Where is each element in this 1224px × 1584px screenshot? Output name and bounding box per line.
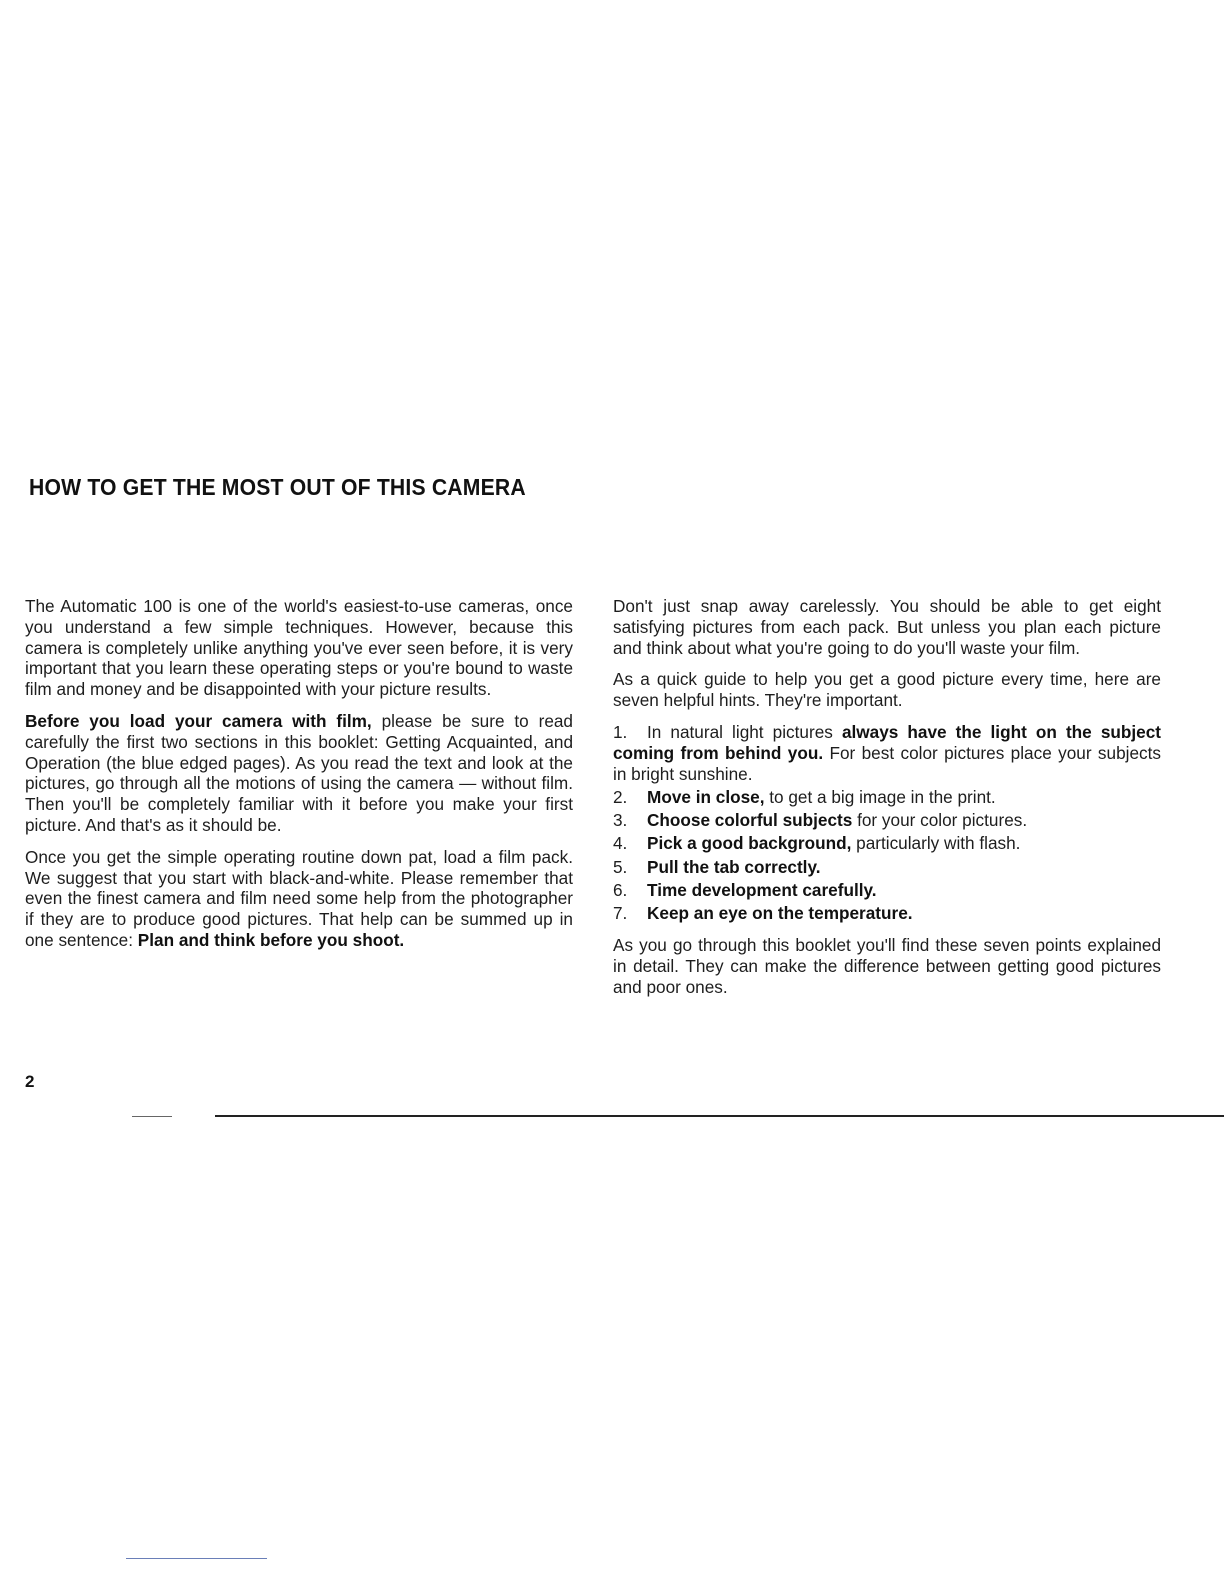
hint-bold: Pull the tab correctly. bbox=[647, 856, 821, 877]
hint-text: particularly with flash. bbox=[851, 833, 1021, 854]
page-number: 2 bbox=[25, 1072, 35, 1091]
hint-bold: Keep an eye on the temperature. bbox=[647, 903, 913, 924]
page-title: HOW TO GET THE MOST OUT OF THIS CAMERA bbox=[29, 474, 526, 500]
plan-and-think-sentence: Plan and think before you shoot. bbox=[137, 929, 405, 950]
conclusion-paragraph: As you go through this booklet you'll find these seven points explained in detail. They can make the difference between getting good pictures and poor ones. bbox=[613, 935, 1161, 997]
hint-number: 2. bbox=[613, 786, 628, 807]
hint-number: 6. bbox=[613, 880, 628, 901]
hint-number: 4. bbox=[613, 833, 628, 854]
before-loading-text: please be sure to read carefully the first two sections in this booklet: Getting Acquainted, and Operation (the blue edged pages). As you read the text and look at the pictures, go through all the motions of using the camera — without film. Then you'll be completely familiar with it before you make your first picture. And that's as it should be. bbox=[25, 710, 573, 835]
hint-item bbox=[613, 833, 1161, 854]
hint-number: 5. bbox=[613, 856, 628, 877]
hint-item bbox=[613, 722, 1161, 784]
hint-bold: Pick a good background, bbox=[647, 833, 852, 854]
left-column bbox=[25, 596, 573, 962]
hint-text: to get a big image in the print. bbox=[764, 786, 996, 807]
hint-bold: always have the light on the subject coming from behind you. bbox=[613, 721, 1161, 763]
footer-rule-short bbox=[132, 1116, 172, 1117]
hint-number: 3. bbox=[613, 810, 628, 831]
snap-paragraph: Don't just snap away carelessly. You should be able to get eight satisfying pictures from each pack. But unless you plan each picture and think about what you're going to do you'll waste your film. bbox=[613, 596, 1161, 658]
hint-number: 1. bbox=[613, 721, 628, 742]
hints-list bbox=[613, 722, 1161, 924]
hint-item bbox=[613, 857, 1161, 878]
right-column bbox=[613, 596, 1161, 1009]
hint-text: In natural light pictures bbox=[647, 721, 842, 742]
film-pack-text: Once you get the simple operating routine down pat, load a film pack. We suggest that you start with black-and-white. Please remember that even the finest camera and film need some help from the photographer if they are to produce good pictures. That help can be summed up in one sentence: bbox=[25, 846, 573, 950]
footer-rule bbox=[215, 1115, 1224, 1117]
hint-text: For best color pictures place your subjects in bright sunshine. bbox=[613, 742, 1161, 784]
intro-paragraph: The Automatic 100 is one of the world's easiest-to-use cameras, once you understand a few simple techniques. However, because this camera is completely unlike anything you've ever seen before, it is very important that you learn these operating steps or you're bound to waste film and money and be disappointed with your picture results. bbox=[25, 596, 573, 700]
hint-item bbox=[613, 903, 1161, 924]
hint-bold: Choose colorful subjects bbox=[647, 810, 853, 831]
film-pack-paragraph bbox=[25, 847, 573, 951]
hint-text: for your color pictures. bbox=[852, 810, 1028, 831]
before-loading-lead: Before you load your camera with film, bbox=[25, 710, 372, 731]
hint-bold: Time development carefully. bbox=[647, 880, 877, 901]
hint-bold: Move in close, bbox=[647, 786, 765, 807]
hint-item bbox=[613, 810, 1161, 831]
bottom-edge-rule bbox=[126, 1558, 267, 1559]
before-loading-paragraph bbox=[25, 711, 573, 836]
hint-item bbox=[613, 880, 1161, 901]
hint-item bbox=[613, 787, 1161, 808]
quick-guide-paragraph: As a quick guide to help you get a good picture every time, here are seven helpful hints. They're important. bbox=[613, 669, 1161, 711]
hint-number: 7. bbox=[613, 903, 628, 924]
